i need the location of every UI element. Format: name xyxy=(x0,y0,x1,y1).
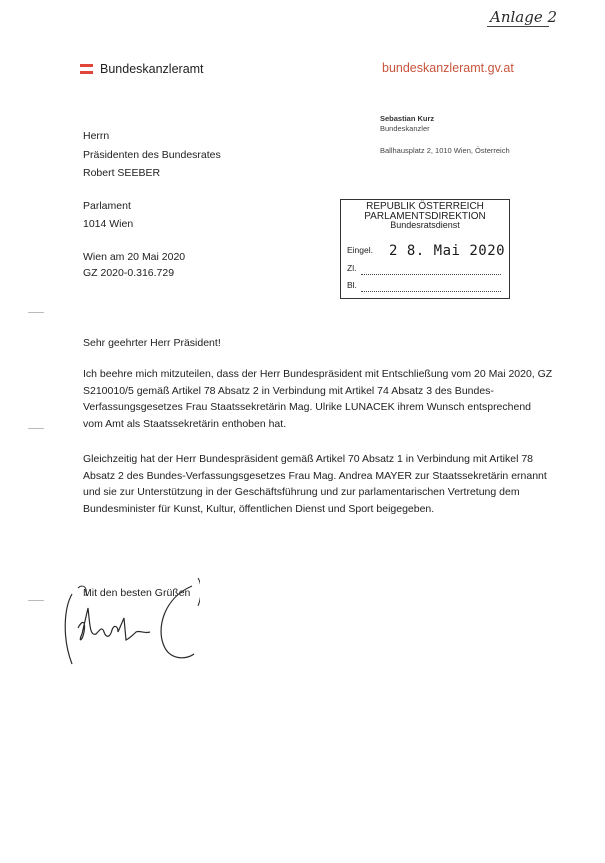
recipient-line: Robert SEEBER xyxy=(83,167,161,179)
stamp-bl-label: Bl. xyxy=(347,280,357,290)
stamp-header xyxy=(341,202,509,231)
reference-number: GZ 2020-0.316.729 xyxy=(83,267,175,279)
recipient-address-line: Parlament xyxy=(83,200,131,212)
stamp-zl-dotted-line xyxy=(361,274,501,275)
date-line: Wien am 20 Mai 2020 xyxy=(83,251,186,263)
sender-address: Ballhausplatz 2, 1010 Wien, Österreich xyxy=(380,146,510,155)
stamp-line-2: PARLAMENTSDIREKTION xyxy=(364,210,486,222)
anlage-annotation: Anlage 2 xyxy=(490,8,558,26)
stamp-eingel-label: Eingel. xyxy=(347,245,373,255)
margin-mark xyxy=(28,600,44,601)
recipient-line: Präsidenten des Bundesrates xyxy=(83,149,221,161)
sender-name: Sebastian Kurz xyxy=(380,114,435,123)
stamp-line-3: Bundesratsdienst xyxy=(390,220,460,230)
sender-role: Bundeskanzler xyxy=(380,124,430,133)
margin-mark xyxy=(28,312,44,313)
recipient-address-line: 1014 Wien xyxy=(83,218,134,230)
paragraph-2: Gleichzeitig hat der Herr Bundespräsident gemäß Artikel 70 Absatz 1 in Verbindung mit Artikel 78 Absatz 2 des Bundes-Verfassungsgesetzes Frau Mag. Andrea MAYER zur Staatssekretärin ernannt und sie zur Unterstützung in der Geschäftsführung und zur parlamentarischen Vertretung dem Bundesminister für Kunst, Kultur, öffentlichen Dienst und Sport beigegeben. xyxy=(83,453,547,515)
stamp-line-1: REPUBLIK ÖSTERREICH xyxy=(366,201,484,212)
flag-stripe-bottom xyxy=(80,71,93,74)
annotation-underline xyxy=(487,26,549,27)
closing: Mit den besten Grüßen xyxy=(83,587,191,599)
stamp-date: 2 8. Mai 2020 xyxy=(389,243,506,259)
salutation: Sehr geehrter Herr Präsident! xyxy=(83,337,221,349)
signature xyxy=(60,568,200,678)
brand-name: Bundeskanzleramt xyxy=(100,62,204,76)
stamp-bl-dotted-line xyxy=(361,291,501,292)
stamp-zl-label: Zl. xyxy=(347,263,357,273)
austria-flag-icon xyxy=(80,64,93,74)
margin-mark xyxy=(28,428,44,429)
paragraph-1: Ich beehre mich mitzuteilen, dass der Herr Bundespräsident mit Entschließung vom 20 Mai 2020, GZ S210010/5 gemäß Artikel 78 Absatz 2 in Verbindung mit Artikel 74 Absatz 3 des Bundes-Verfassungsgesetzes Frau Staatssekretärin Mag. Ulrike LUNACEK ihrem Wunsch entsprechend vom Amt als Staatssekretärin enthoben hat. xyxy=(83,368,553,430)
website-link[interactable]: bundeskanzleramt.gv.at xyxy=(382,61,514,75)
receipt-stamp xyxy=(340,199,510,299)
recipient-line: Herrn xyxy=(83,130,110,142)
